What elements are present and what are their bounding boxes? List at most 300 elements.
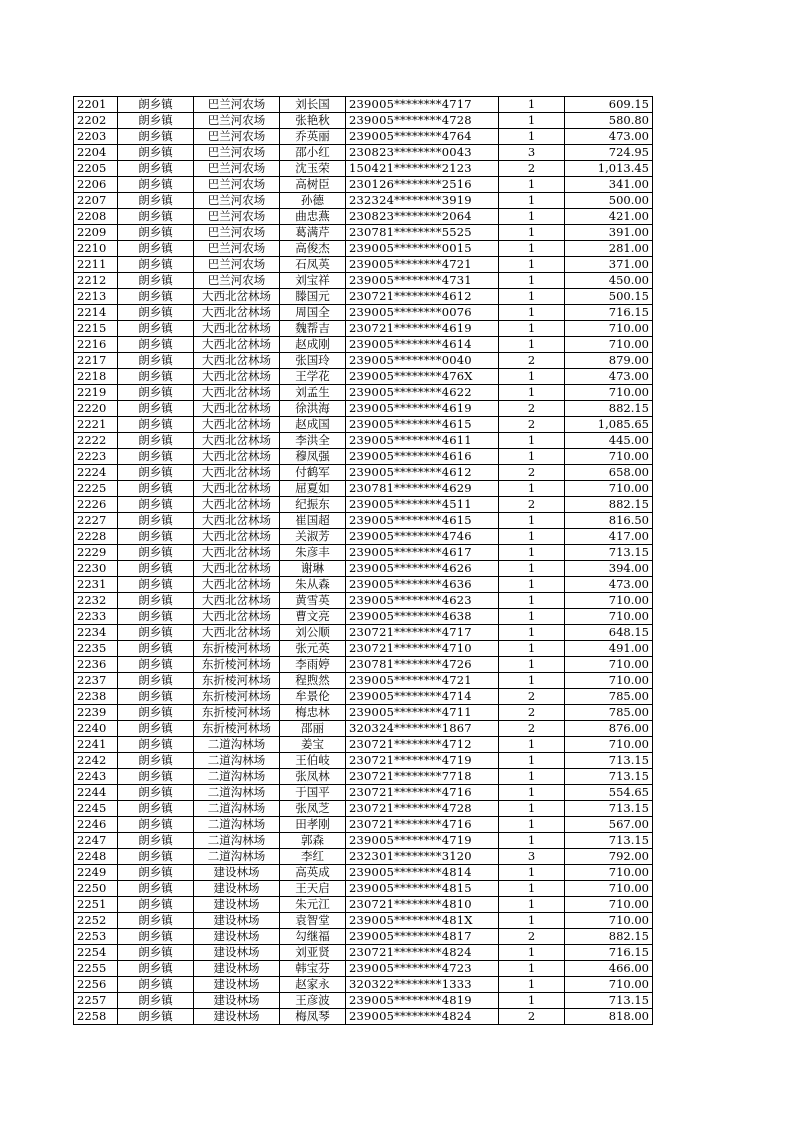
id-number-cell: 239005********4814 — [346, 865, 499, 881]
household-count-cell: 1 — [499, 481, 565, 497]
household-count-cell: 2 — [499, 353, 565, 369]
id-number-cell: 230721********4810 — [346, 897, 499, 913]
id-number-cell: 230721********4712 — [346, 737, 499, 753]
table-row — [74, 321, 653, 337]
person-name-cell: 李洪全 — [280, 433, 346, 449]
farm-cell: 大西北岔林场 — [194, 609, 280, 625]
table-row — [74, 209, 653, 225]
table-row — [74, 481, 653, 497]
table-row — [74, 945, 653, 961]
amount-cell: 1,085.65 — [565, 417, 653, 433]
amount-cell: 879.00 — [565, 353, 653, 369]
person-name-cell: 高俊杰 — [280, 241, 346, 257]
township-cell: 朗乡镇 — [118, 817, 194, 833]
household-count-cell: 1 — [499, 881, 565, 897]
table-row — [74, 897, 653, 913]
id-number-cell: 230781********4726 — [346, 657, 499, 673]
id-number-cell: 230721********4716 — [346, 785, 499, 801]
township-cell: 朗乡镇 — [118, 705, 194, 721]
amount-cell: 341.00 — [565, 177, 653, 193]
amount-cell: 658.00 — [565, 465, 653, 481]
table-row — [74, 721, 653, 737]
township-cell: 朗乡镇 — [118, 785, 194, 801]
row-number-cell: 2239 — [74, 705, 118, 721]
table-row — [74, 657, 653, 673]
table-row — [74, 801, 653, 817]
farm-cell: 大西北岔林场 — [194, 497, 280, 513]
amount-cell: 792.00 — [565, 849, 653, 865]
person-name-cell: 朱彦丰 — [280, 545, 346, 561]
farm-cell: 二道沟林场 — [194, 849, 280, 865]
table-row — [74, 593, 653, 609]
row-number-cell: 2224 — [74, 465, 118, 481]
amount-cell: 882.15 — [565, 929, 653, 945]
person-name-cell: 袁智堂 — [280, 913, 346, 929]
row-number-cell: 2238 — [74, 689, 118, 705]
farm-cell: 巴兰河农场 — [194, 161, 280, 177]
table-row — [74, 449, 653, 465]
farm-cell: 东折棱河林场 — [194, 705, 280, 721]
farm-cell: 巴兰河农场 — [194, 97, 280, 113]
row-number-cell: 2245 — [74, 801, 118, 817]
id-number-cell: 239005********4728 — [346, 113, 499, 129]
id-number-cell: 230721********4717 — [346, 625, 499, 641]
farm-cell: 二道沟林场 — [194, 769, 280, 785]
person-name-cell: 关淑芳 — [280, 529, 346, 545]
id-number-cell: 239005********4623 — [346, 593, 499, 609]
table-row — [74, 289, 653, 305]
household-count-cell: 2 — [499, 161, 565, 177]
row-number-cell: 2235 — [74, 641, 118, 657]
township-cell: 朗乡镇 — [118, 881, 194, 897]
amount-cell: 648.15 — [565, 625, 653, 641]
farm-cell: 大西北岔林场 — [194, 449, 280, 465]
farm-cell: 巴兰河农场 — [194, 145, 280, 161]
table-row — [74, 353, 653, 369]
amount-cell: 580.80 — [565, 113, 653, 129]
person-name-cell: 周国全 — [280, 305, 346, 321]
person-name-cell: 朱元江 — [280, 897, 346, 913]
household-count-cell: 1 — [499, 625, 565, 641]
township-cell: 朗乡镇 — [118, 625, 194, 641]
farm-cell: 建设林场 — [194, 897, 280, 913]
row-number-cell: 2256 — [74, 977, 118, 993]
person-name-cell: 沈玉荣 — [280, 161, 346, 177]
township-cell: 朗乡镇 — [118, 369, 194, 385]
farm-cell: 巴兰河农场 — [194, 129, 280, 145]
row-number-cell: 2255 — [74, 961, 118, 977]
amount-cell: 713.15 — [565, 753, 653, 769]
row-number-cell: 2236 — [74, 657, 118, 673]
row-number-cell: 2244 — [74, 785, 118, 801]
id-number-cell: 320322********1333 — [346, 977, 499, 993]
township-cell: 朗乡镇 — [118, 433, 194, 449]
township-cell: 朗乡镇 — [118, 385, 194, 401]
township-cell: 朗乡镇 — [118, 177, 194, 193]
id-number-cell: 230823********0043 — [346, 145, 499, 161]
table-row — [74, 881, 653, 897]
farm-cell: 大西北岔林场 — [194, 625, 280, 641]
household-count-cell: 1 — [499, 897, 565, 913]
township-cell: 朗乡镇 — [118, 961, 194, 977]
row-number-cell: 2220 — [74, 401, 118, 417]
id-number-cell: 239005********4731 — [346, 273, 499, 289]
id-number-cell: 239005********4619 — [346, 401, 499, 417]
farm-cell: 二道沟林场 — [194, 833, 280, 849]
person-name-cell: 姜宝 — [280, 737, 346, 753]
amount-cell: 876.00 — [565, 721, 653, 737]
farm-cell: 建设林场 — [194, 1009, 280, 1025]
township-cell: 朗乡镇 — [118, 657, 194, 673]
household-count-cell: 1 — [499, 561, 565, 577]
table-row — [74, 193, 653, 209]
amount-cell: 450.00 — [565, 273, 653, 289]
row-number-cell: 2242 — [74, 753, 118, 769]
id-number-cell: 232324********3919 — [346, 193, 499, 209]
person-name-cell: 张元英 — [280, 641, 346, 657]
amount-cell: 567.00 — [565, 817, 653, 833]
person-name-cell: 穆凤强 — [280, 449, 346, 465]
id-number-cell: 239005********0015 — [346, 241, 499, 257]
township-cell: 朗乡镇 — [118, 193, 194, 209]
row-number-cell: 2223 — [74, 449, 118, 465]
table-row — [74, 161, 653, 177]
person-name-cell: 曹文亮 — [280, 609, 346, 625]
row-number-cell: 2214 — [74, 305, 118, 321]
township-cell: 朗乡镇 — [118, 497, 194, 513]
household-count-cell: 1 — [499, 577, 565, 593]
township-cell: 朗乡镇 — [118, 753, 194, 769]
household-count-cell: 2 — [499, 721, 565, 737]
farm-cell: 二道沟林场 — [194, 801, 280, 817]
id-number-cell: 239005********4717 — [346, 97, 499, 113]
household-count-cell: 1 — [499, 209, 565, 225]
household-count-cell: 1 — [499, 545, 565, 561]
table-row — [74, 705, 653, 721]
amount-cell: 281.00 — [565, 241, 653, 257]
township-cell: 朗乡镇 — [118, 945, 194, 961]
household-count-cell: 2 — [499, 497, 565, 513]
farm-cell: 建设林场 — [194, 913, 280, 929]
id-number-cell: 239005********4616 — [346, 449, 499, 465]
farm-cell: 建设林场 — [194, 865, 280, 881]
table-row — [74, 849, 653, 865]
township-cell: 朗乡镇 — [118, 305, 194, 321]
person-name-cell: 魏帮吉 — [280, 321, 346, 337]
amount-cell: 473.00 — [565, 577, 653, 593]
person-name-cell: 田孝刚 — [280, 817, 346, 833]
table-row — [74, 417, 653, 433]
township-cell: 朗乡镇 — [118, 577, 194, 593]
table-row — [74, 433, 653, 449]
household-count-cell: 1 — [499, 193, 565, 209]
person-name-cell: 滕国元 — [280, 289, 346, 305]
person-name-cell: 曲忠燕 — [280, 209, 346, 225]
table-row — [74, 513, 653, 529]
id-number-cell: 239005********4746 — [346, 529, 499, 545]
table-row — [74, 529, 653, 545]
row-number-cell: 2237 — [74, 673, 118, 689]
amount-cell: 882.15 — [565, 497, 653, 513]
id-number-cell: 230823********2064 — [346, 209, 499, 225]
person-name-cell: 张凤芝 — [280, 801, 346, 817]
row-number-cell: 2254 — [74, 945, 118, 961]
row-number-cell: 2231 — [74, 577, 118, 593]
person-name-cell: 屈夏如 — [280, 481, 346, 497]
table-row — [74, 225, 653, 241]
row-number-cell: 2229 — [74, 545, 118, 561]
township-cell: 朗乡镇 — [118, 113, 194, 129]
person-name-cell: 纪振东 — [280, 497, 346, 513]
id-number-cell: 230721********4612 — [346, 289, 499, 305]
township-cell: 朗乡镇 — [118, 849, 194, 865]
amount-cell: 716.15 — [565, 305, 653, 321]
table-row — [74, 737, 653, 753]
person-name-cell: 付鹤军 — [280, 465, 346, 481]
row-number-cell: 2211 — [74, 257, 118, 273]
id-number-cell: 230781********5525 — [346, 225, 499, 241]
row-number-cell: 2219 — [74, 385, 118, 401]
person-name-cell: 张国玲 — [280, 353, 346, 369]
household-count-cell: 1 — [499, 513, 565, 529]
amount-cell: 882.15 — [565, 401, 653, 417]
household-count-cell: 1 — [499, 385, 565, 401]
id-number-cell: 239005********0040 — [346, 353, 499, 369]
farm-cell: 大西北岔林场 — [194, 593, 280, 609]
id-number-cell: 239005********481X — [346, 913, 499, 929]
amount-cell: 710.00 — [565, 865, 653, 881]
household-count-cell: 1 — [499, 641, 565, 657]
table-row — [74, 273, 653, 289]
farm-cell: 大西北岔林场 — [194, 433, 280, 449]
farm-cell: 东折棱河林场 — [194, 657, 280, 673]
id-number-cell: 239005********4721 — [346, 257, 499, 273]
household-count-cell: 1 — [499, 609, 565, 625]
township-cell: 朗乡镇 — [118, 97, 194, 113]
household-count-cell: 1 — [499, 433, 565, 449]
id-number-cell: 230721********7718 — [346, 769, 499, 785]
table-row — [74, 753, 653, 769]
household-count-cell: 1 — [499, 305, 565, 321]
row-number-cell: 2241 — [74, 737, 118, 753]
farm-cell: 东折棱河林场 — [194, 641, 280, 657]
row-number-cell: 2249 — [74, 865, 118, 881]
farm-cell: 大西北岔林场 — [194, 545, 280, 561]
township-cell: 朗乡镇 — [118, 273, 194, 289]
township-cell: 朗乡镇 — [118, 449, 194, 465]
township-cell: 朗乡镇 — [118, 257, 194, 273]
farm-cell: 大西北岔林场 — [194, 401, 280, 417]
township-cell: 朗乡镇 — [118, 593, 194, 609]
table-row — [74, 257, 653, 273]
amount-cell: 710.00 — [565, 385, 653, 401]
row-number-cell: 2208 — [74, 209, 118, 225]
table-row — [74, 817, 653, 833]
amount-cell: 710.00 — [565, 593, 653, 609]
farm-cell: 大西北岔林场 — [194, 465, 280, 481]
farm-cell: 建设林场 — [194, 993, 280, 1009]
table-row — [74, 785, 653, 801]
row-number-cell: 2232 — [74, 593, 118, 609]
farm-cell: 东折棱河林场 — [194, 689, 280, 705]
table-row — [74, 961, 653, 977]
row-number-cell: 2202 — [74, 113, 118, 129]
id-number-cell: 239005********4638 — [346, 609, 499, 625]
household-count-cell: 1 — [499, 289, 565, 305]
id-number-cell: 230721********4728 — [346, 801, 499, 817]
amount-cell: 609.15 — [565, 97, 653, 113]
table-row — [74, 241, 653, 257]
amount-cell: 713.15 — [565, 769, 653, 785]
household-count-cell: 1 — [499, 321, 565, 337]
amount-cell: 710.00 — [565, 881, 653, 897]
person-name-cell: 葛满芹 — [280, 225, 346, 241]
person-name-cell: 梅凤琴 — [280, 1009, 346, 1025]
id-number-cell: 230781********4629 — [346, 481, 499, 497]
row-number-cell: 2212 — [74, 273, 118, 289]
person-name-cell: 张凤林 — [280, 769, 346, 785]
township-cell: 朗乡镇 — [118, 689, 194, 705]
township-cell: 朗乡镇 — [118, 337, 194, 353]
id-number-cell: 230721********4719 — [346, 753, 499, 769]
household-count-cell: 2 — [499, 417, 565, 433]
person-name-cell: 于国平 — [280, 785, 346, 801]
farm-cell: 二道沟林场 — [194, 785, 280, 801]
id-number-cell: 150421********2123 — [346, 161, 499, 177]
household-count-cell: 1 — [499, 593, 565, 609]
row-number-cell: 2215 — [74, 321, 118, 337]
household-count-cell: 1 — [499, 977, 565, 993]
household-count-cell: 2 — [499, 705, 565, 721]
id-number-cell: 239005********4817 — [346, 929, 499, 945]
table-row — [74, 929, 653, 945]
amount-cell: 816.50 — [565, 513, 653, 529]
id-number-cell: 230721********4824 — [346, 945, 499, 961]
household-count-cell: 1 — [499, 129, 565, 145]
row-number-cell: 2248 — [74, 849, 118, 865]
household-count-cell: 1 — [499, 801, 565, 817]
row-number-cell: 2201 — [74, 97, 118, 113]
amount-cell: 466.00 — [565, 961, 653, 977]
id-number-cell: 239005********4611 — [346, 433, 499, 449]
id-number-cell: 239005********4636 — [346, 577, 499, 593]
row-number-cell: 2210 — [74, 241, 118, 257]
table-row — [74, 833, 653, 849]
table-row — [74, 113, 653, 129]
person-name-cell: 韩宝芬 — [280, 961, 346, 977]
farm-cell: 建设林场 — [194, 881, 280, 897]
township-cell: 朗乡镇 — [118, 289, 194, 305]
person-name-cell: 刘长国 — [280, 97, 346, 113]
person-name-cell: 刘亚贤 — [280, 945, 346, 961]
farm-cell: 巴兰河农场 — [194, 225, 280, 241]
farm-cell: 建设林场 — [194, 945, 280, 961]
row-number-cell: 2206 — [74, 177, 118, 193]
person-name-cell: 刘孟生 — [280, 385, 346, 401]
table-row — [74, 913, 653, 929]
farm-cell: 大西北岔林场 — [194, 561, 280, 577]
table-row — [74, 993, 653, 1009]
person-name-cell: 赵成国 — [280, 417, 346, 433]
township-cell: 朗乡镇 — [118, 129, 194, 145]
household-count-cell: 1 — [499, 657, 565, 673]
township-cell: 朗乡镇 — [118, 545, 194, 561]
township-cell: 朗乡镇 — [118, 641, 194, 657]
farm-cell: 建设林场 — [194, 977, 280, 993]
row-number-cell: 2246 — [74, 817, 118, 833]
row-number-cell: 2217 — [74, 353, 118, 369]
township-cell: 朗乡镇 — [118, 465, 194, 481]
row-number-cell: 2213 — [74, 289, 118, 305]
table-row — [74, 769, 653, 785]
amount-cell: 491.00 — [565, 641, 653, 657]
id-number-cell: 230721********4619 — [346, 321, 499, 337]
amount-cell: 716.15 — [565, 945, 653, 961]
household-count-cell: 2 — [499, 689, 565, 705]
amount-cell: 417.00 — [565, 529, 653, 545]
row-number-cell: 2207 — [74, 193, 118, 209]
amount-cell: 785.00 — [565, 705, 653, 721]
table-row — [74, 561, 653, 577]
row-number-cell: 2257 — [74, 993, 118, 1009]
row-number-cell: 2204 — [74, 145, 118, 161]
township-cell: 朗乡镇 — [118, 977, 194, 993]
row-number-cell: 2243 — [74, 769, 118, 785]
row-number-cell: 2247 — [74, 833, 118, 849]
amount-cell: 391.00 — [565, 225, 653, 241]
table-row — [74, 465, 653, 481]
farm-cell: 大西北岔林场 — [194, 417, 280, 433]
amount-cell: 500.15 — [565, 289, 653, 305]
household-count-cell: 1 — [499, 993, 565, 1009]
farm-cell: 建设林场 — [194, 961, 280, 977]
table-row — [74, 97, 653, 113]
person-name-cell: 刘宝祥 — [280, 273, 346, 289]
id-number-cell: 232301********3120 — [346, 849, 499, 865]
household-count-cell: 1 — [499, 769, 565, 785]
township-cell: 朗乡镇 — [118, 417, 194, 433]
person-name-cell: 王彦波 — [280, 993, 346, 1009]
row-number-cell: 2221 — [74, 417, 118, 433]
amount-cell: 1,013.45 — [565, 161, 653, 177]
table-row — [74, 305, 653, 321]
amount-cell: 713.15 — [565, 833, 653, 849]
person-name-cell: 高英成 — [280, 865, 346, 881]
household-count-cell: 2 — [499, 465, 565, 481]
person-name-cell: 刘公顺 — [280, 625, 346, 641]
farm-cell: 二道沟林场 — [194, 737, 280, 753]
table-row — [74, 689, 653, 705]
township-cell: 朗乡镇 — [118, 401, 194, 417]
amount-cell: 710.00 — [565, 337, 653, 353]
table-row — [74, 545, 653, 561]
farm-cell: 大西北岔林场 — [194, 529, 280, 545]
person-name-cell: 石凤英 — [280, 257, 346, 273]
person-name-cell: 李红 — [280, 849, 346, 865]
amount-cell: 713.15 — [565, 545, 653, 561]
person-name-cell: 乔英丽 — [280, 129, 346, 145]
id-number-cell: 239005********4617 — [346, 545, 499, 561]
household-count-cell: 1 — [499, 673, 565, 689]
person-name-cell: 张艳秋 — [280, 113, 346, 129]
township-cell: 朗乡镇 — [118, 609, 194, 625]
amount-cell: 710.00 — [565, 657, 653, 673]
household-count-cell: 1 — [499, 273, 565, 289]
person-name-cell: 李雨婷 — [280, 657, 346, 673]
farm-cell: 巴兰河农场 — [194, 257, 280, 273]
amount-cell: 710.00 — [565, 913, 653, 929]
amount-cell: 710.00 — [565, 897, 653, 913]
